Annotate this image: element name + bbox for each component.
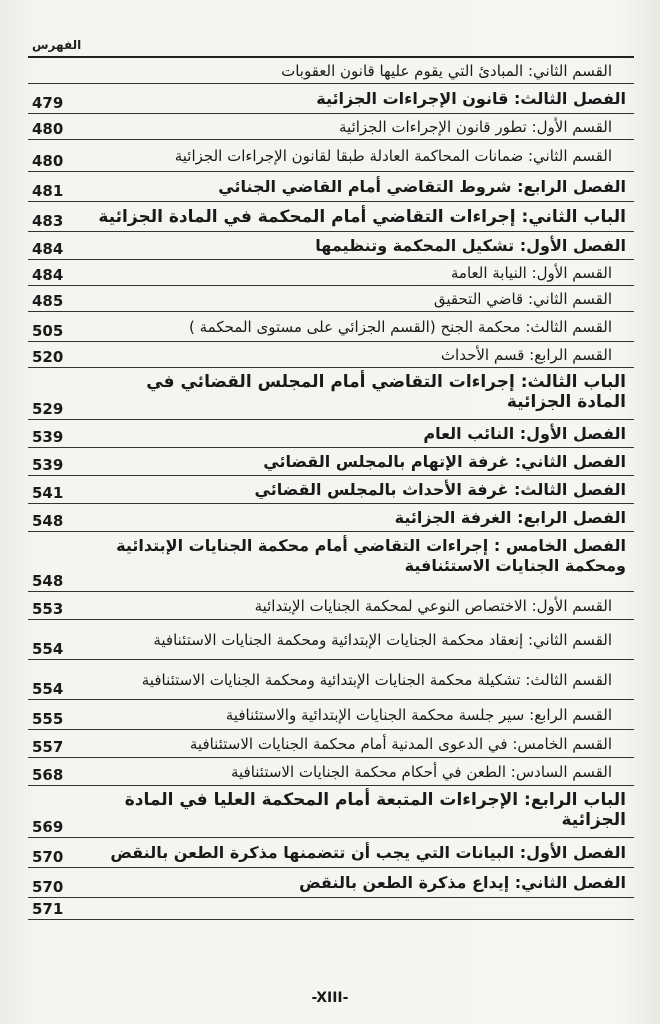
toc-entry-page: 485 xyxy=(32,292,64,310)
toc-entry-page: 570 xyxy=(32,878,64,896)
toc-entry-title: القسم الأول: تطور قانون الإجراءات الجزائية xyxy=(339,118,612,136)
toc-entry xyxy=(28,592,634,620)
toc-entry xyxy=(28,286,634,312)
toc-entry-page: 539 xyxy=(32,456,64,474)
toc-entry xyxy=(28,758,634,786)
toc-entry-title: الفصل الرابع: الغرفة الجزائية xyxy=(394,508,626,527)
toc-entry-title: القسم الثاني: إنعقاد محكمة الجنايات الإبتدائية ومحكمة الجنايات الاستئنافية xyxy=(153,631,612,649)
toc-entry-title: القسم الرابع: قسم الأحداث xyxy=(440,346,612,364)
toc-entry-page: 483 xyxy=(32,212,64,230)
toc-entry xyxy=(28,448,634,476)
toc-entry-page: 569 xyxy=(32,818,64,836)
toc-entry-title: الفصل الثالث: قانون الإجراءات الجزائية xyxy=(316,89,626,108)
toc-entry xyxy=(28,476,634,504)
table-of-contents xyxy=(28,58,634,920)
toc-entry xyxy=(28,232,634,260)
header-title: الفهرس xyxy=(32,38,82,52)
toc-entry xyxy=(28,700,634,730)
toc-entry xyxy=(28,660,634,700)
toc-entry-title: القسم الثاني: المبادئ التي يقوم عليها قانون العقوبات xyxy=(281,62,612,80)
toc-entry-page: 484 xyxy=(32,240,64,258)
toc-entry-title: الفصل الثالث: غرفة الأحداث بالمجلس القضائي xyxy=(254,480,626,499)
toc-entry xyxy=(28,868,634,898)
toc-entry-page: 548 xyxy=(32,572,64,590)
toc-entry-title: الباب الرابع: الإجراءات المتبعة أمام المحكمة العليا في المادة الجزائية xyxy=(124,790,626,830)
toc-entry-title: القسم الأول: النيابة العامة xyxy=(450,264,612,282)
toc-entry-page: 548 xyxy=(32,512,64,530)
toc-entry-title: الفصل الأول: تشكيل المحكمة وتنظيمها xyxy=(315,236,626,255)
toc-entry-title: القسم الأول: الاختصاص النوعي لمحكمة الجنايات الإبتدائية xyxy=(254,597,612,615)
toc-entry-page: 480 xyxy=(32,120,64,138)
toc-entry xyxy=(28,260,634,286)
toc-entry-title: القسم الرابع: سير جلسة محكمة الجنايات الإبتدائية والاستئنافية xyxy=(225,706,612,724)
toc-entry xyxy=(28,532,634,592)
toc-entry xyxy=(28,202,634,232)
toc-entry-page: 520 xyxy=(32,348,64,366)
toc-entry xyxy=(28,898,634,920)
toc-entry xyxy=(28,58,634,84)
toc-entry-page: 539 xyxy=(32,428,64,446)
toc-entry-title: الباب الثالث: إجراءات التقاضي أمام المجلس القضائي في المادة الجزائية xyxy=(146,372,626,412)
toc-entry xyxy=(28,312,634,342)
toc-entry-title: الفصل الأول: البيانات التي يجب أن تتضمنها مذكرة الطعن بالنقض xyxy=(110,843,626,862)
toc-entry-page: 570 xyxy=(32,848,64,866)
toc-entry-page: 568 xyxy=(32,766,64,784)
toc-entry-title: القسم الثالث: محكمة الجنح (القسم الجزائي على مستوى المحكمة ) xyxy=(188,318,612,336)
toc-entry xyxy=(28,620,634,660)
toc-entry-page: 553 xyxy=(32,600,64,618)
page-header xyxy=(28,38,634,58)
toc-entry-title: الباب الثاني: إجراءات التقاضي أمام المحكمة في المادة الجزائية xyxy=(98,207,626,227)
page-number-footer: -XIII- xyxy=(311,990,349,1006)
toc-entry-page: 505 xyxy=(32,322,64,340)
toc-entry xyxy=(28,140,634,172)
toc-entry-page: 555 xyxy=(32,710,64,728)
toc-entry-title: الفصل الرابع: شروط التقاضي أمام القاضي الجنائي xyxy=(218,177,626,196)
toc-entry-title: الفصل الأول: النائب العام xyxy=(423,424,626,443)
toc-entry xyxy=(28,172,634,202)
toc-entry xyxy=(28,730,634,758)
toc-entry-title: الفصل الخامس : إجراءات التقاضي أمام محكمة الجنايات الإبتدائية ومحكمة الجنايات الاستئنافية xyxy=(116,536,626,575)
toc-entry xyxy=(28,838,634,868)
toc-entry xyxy=(28,420,634,448)
toc-entry xyxy=(28,368,634,420)
toc-entry-page: 557 xyxy=(32,738,64,756)
toc-entry-title: القسم الثالث: تشكيلة محكمة الجنايات الإبتدائية ومحكمة الجنايات الاستئنافية xyxy=(141,671,612,689)
toc-entry xyxy=(28,786,634,838)
toc-entry-title: الفصل الثاني: إيداع مذكرة الطعن بالنقض xyxy=(299,873,626,892)
toc-entry-page: 554 xyxy=(32,680,64,698)
toc-entry-page: 541 xyxy=(32,484,64,502)
toc-entry xyxy=(28,504,634,532)
toc-entry-title: القسم الثاني: قاضي التحقيق xyxy=(433,290,612,308)
toc-entry-page: 484 xyxy=(32,266,64,284)
toc-entry-title: القسم الخامس: في الدعوى المدنية أمام محكمة الجنايات الاستئنافية xyxy=(189,735,612,753)
toc-entry-title: الفصل الثاني: غرفة الإتهام بالمجلس القضائي xyxy=(263,452,626,471)
toc-entry xyxy=(28,342,634,368)
toc-entry-page: 481 xyxy=(32,182,64,200)
toc-entry xyxy=(28,114,634,140)
toc-entry-page: 529 xyxy=(32,400,64,418)
toc-entry-page: 480 xyxy=(32,152,64,170)
toc-entry-page: 554 xyxy=(32,640,64,658)
toc-entry-title: القسم الثاني: ضمانات المحاكمة العادلة طبقا لقانون الإجراءات الجزائية xyxy=(174,147,612,165)
toc-entry xyxy=(28,84,634,114)
toc-entry-page: 479 xyxy=(32,94,64,112)
toc-entry-page: 571 xyxy=(32,900,64,918)
toc-entry-title: القسم السادس: الطعن في أحكام محكمة الجنايات الاستئنافية xyxy=(230,763,612,781)
